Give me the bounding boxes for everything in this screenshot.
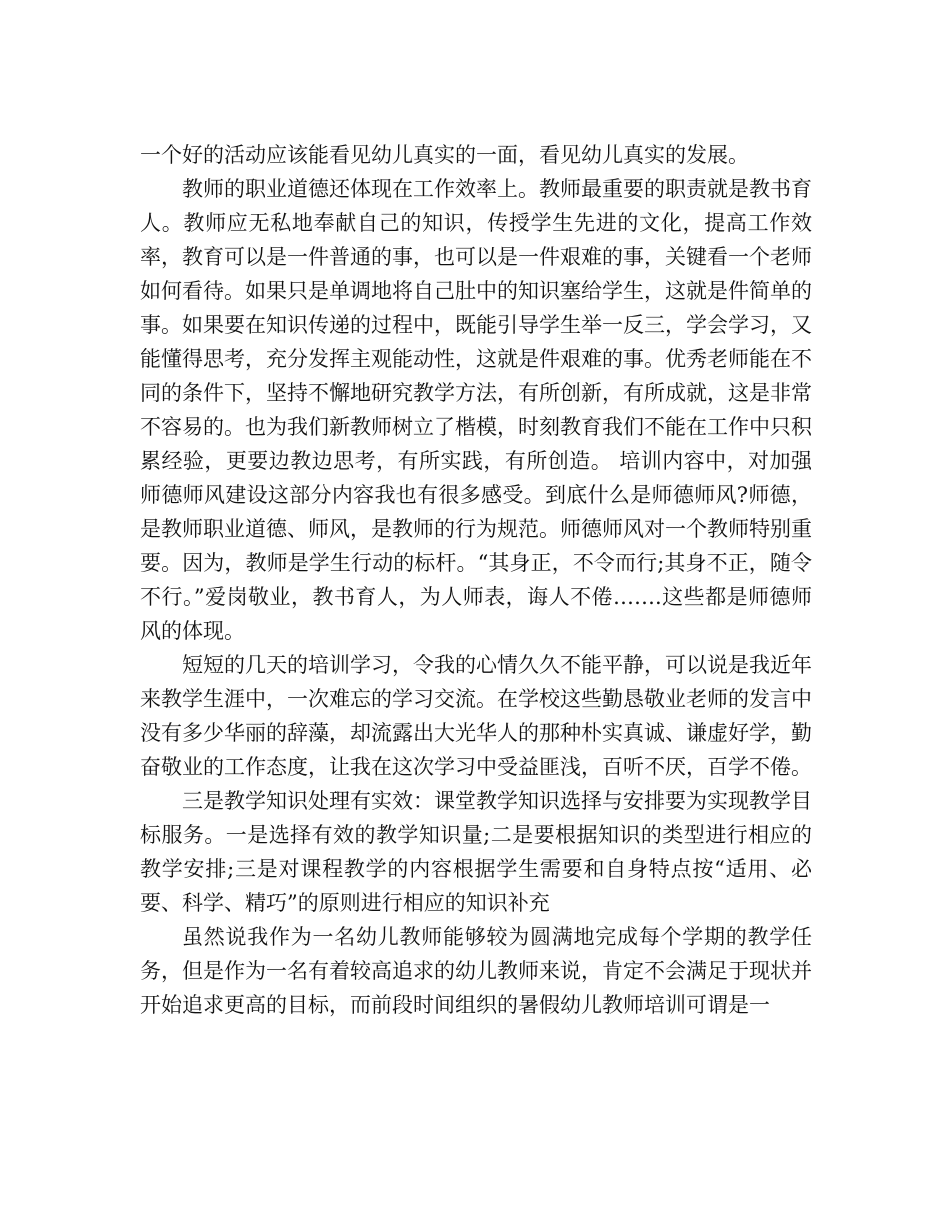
paragraph-1: 一个好的活动应该能看见幼儿真实的一面，看见幼儿真实的发展。 (140, 143, 749, 167)
paragraph-3: 短短的几天的培训学习，令我的心情久久不能平静，可以说是我近年来教学生涯中，一次难忘的学习交流。在学校这些勤恳敬业老师的发言中没有多少华丽的辞藻，却流露出大光华人的那种朴实真诚、谦虚好学，勤奋敬业的工作态度，让我在这次学习中受益匪浅，百听不厌，百学不倦。 (140, 653, 812, 779)
paragraph-5: 虽然说我作为一名幼儿教师能够较为圆满地完成每个学期的教学任务，但是作为一名有着较高追求的幼儿教师来说，肯定不会满足于现状并开始追求更高的目标，而前段时间组织的暑假幼儿教师培训可谓是一 (140, 925, 812, 1017)
paragraph-4: 三是教学知识处理有实效：课堂教学知识选择与安排要为实现教学目标服务。一是选择有效的教学知识量;二是要根据知识的类型进行相应的教学安排;三是对课程教学的内容根据学生需要和自身特点按“适用、必要、科学、精巧”的原则进行相应的知识补充 (140, 789, 812, 915)
document-body (140, 138, 812, 1022)
paragraph-2: 教师的职业道德还体现在工作效率上。教师最重要的职责就是教书育人。教师应无私地奉献自己的知识，传授学生先进的文化，提高工作效率，教育可以是一件普通的事，也可以是一件艰难的事，关键看一个老师如何看待。如果只是单调地将自己肚中的知识塞给学生，这就是件简单的事。如果要在知识传递的过程中，既能引导学生举一反三，学会学习，又能懂得思考，充分发挥主观能动性，这就是件艰难的事。优秀老师能在不同的条件下，坚持不懈地研究教学方法，有所创新，有所成就，这是非常不容易的。也为我们新教师树立了楷模，时刻教育我们不能在工作中只积累经验，更要边教边思考，有所实践，有所创造。 培训内容中，对加强师德师风建设这部分内容我也有很多感受。到底什么是师德师风?师德，是教师职业道德、师风，是教师的行为规范。师德师风对一个教师特别重要。因为，教师是学生行动的标杆。“其身正，不令而行;其身不正，随令不行。”爱岗敬业，教书育人，为人师表，诲人不倦…….这些都是师德师风的体现。 (140, 177, 812, 643)
